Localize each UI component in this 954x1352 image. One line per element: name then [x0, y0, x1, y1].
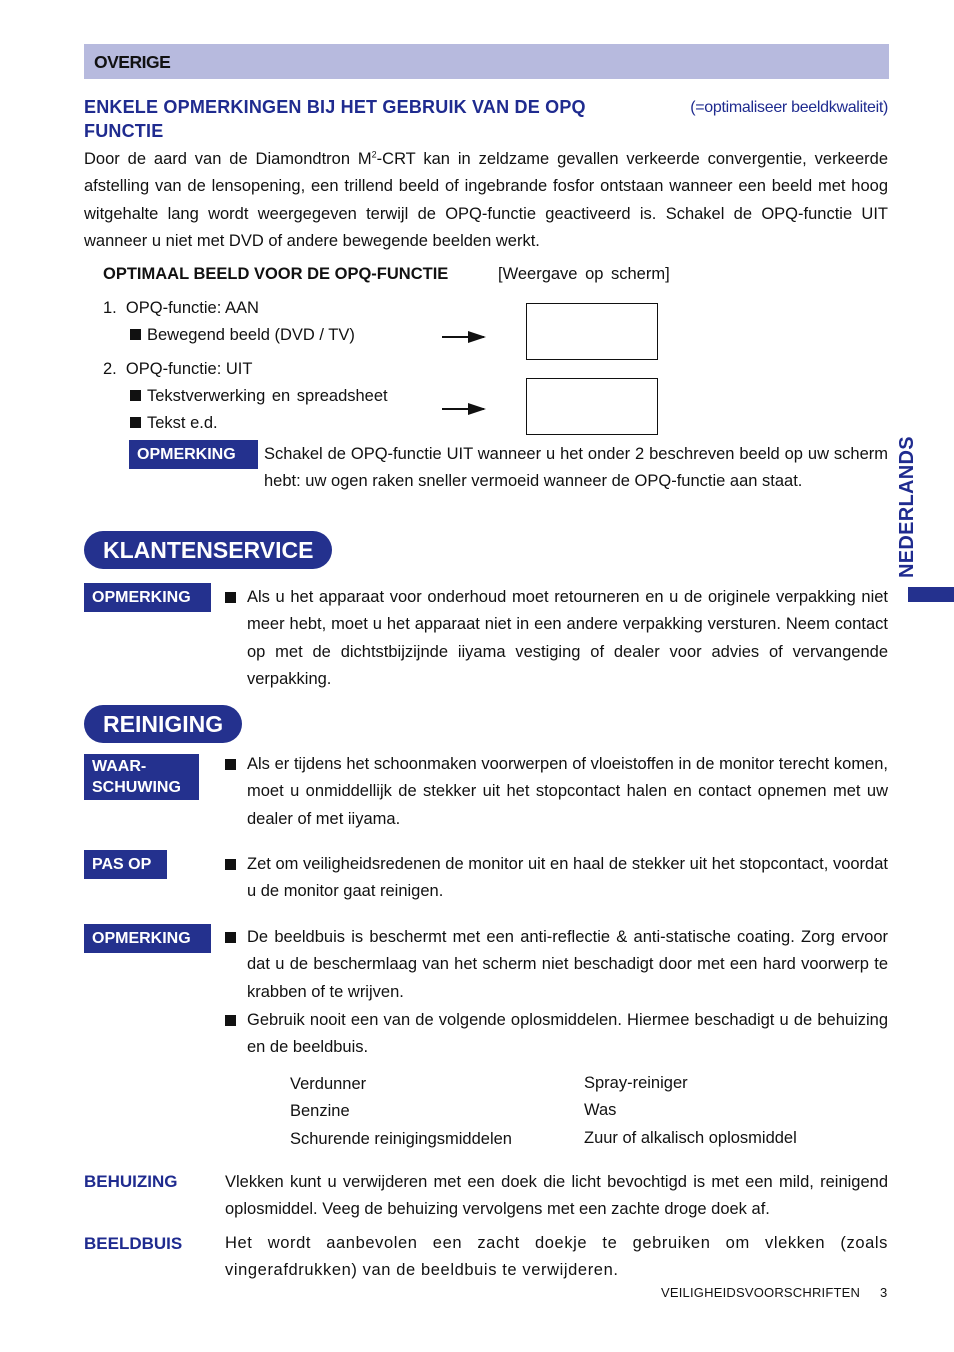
opq-table-heading: OPTIMAAL BEELD VOOR DE OPQ-FUNCTIE [103, 265, 449, 283]
display-heading: [Weergave op scherm] [498, 265, 670, 283]
caution-tag: PAS OP [84, 850, 167, 879]
page-number: 3 [880, 1285, 888, 1300]
section-header-bar [84, 44, 889, 79]
opq-item-1-sub [130, 326, 355, 345]
item-1-sub-text: Bewegend beeld (DVD / TV) [147, 326, 355, 344]
klantenservice-item [225, 584, 888, 693]
language-side-label: NEDERLANDS [896, 436, 918, 578]
reiniging-heading: REINIGING [84, 705, 242, 743]
behuizing-text: Vlekken kunt u verwijderen met een doek die licht bevochtigd is met een mild, reinigend oplosmiddel. Veeg de behuizing vervolgens met een zachte droge doek af. [225, 1173, 888, 1219]
solvents-left-column [290, 1071, 512, 1153]
opq-heading-note: (=optimaliseer beeldkwaliteit) [690, 99, 888, 116]
bullet-icon [225, 592, 236, 603]
klantenservice-text: Als u het apparaat voor onderhoud moet retourneren en u de originele verpakking niet meer hebt, moet u het apparaat niet in een andere verpakking versturen. Neem contact op met de dichtstbijzijnde iiyama vestiging of dealer voor advies of vervangende verpakking. [247, 588, 888, 688]
caution-text: Zet om veiligheidsredenen de monitor uit en haal de stekker uit het stopcontact, voordat u de monitor gaat reinigen. [247, 855, 888, 901]
warning-text: Als er tijdens het schoonmaken voorwerpen of vloeistoffen in de monitor terecht komen, moet u onmiddellijk de stekker uit het stopcontact halen en contact opnemen met uw dealer of met iiyama. [247, 755, 888, 828]
opq-item-2: 2. OPQ-functie: UIT [103, 360, 253, 378]
opq-heading-bold: ENKELE OPMERKINGEN BIJ HET GEBRUIK VAN DE OPQ [84, 97, 586, 117]
footer-section: VEILIGHEIDSVOORSCHRIFTEN [661, 1285, 861, 1300]
solvent-item: Verdunner [290, 1075, 367, 1093]
section-title: OVERIGE [94, 52, 171, 72]
reiniging-note-text-1: De beeldbuis is beschermt met een anti-reflectie & anti-statische coating. Zorg ervoor dat u de beschermlaag van het scherm niet beschadigt door met een hard voorwerp te krabben of te wrijven. [247, 928, 888, 1001]
opq-item-1: 1. OPQ-functie: AAN [103, 299, 259, 317]
item-2-sub-2-text: Tekst e.d. [147, 414, 218, 432]
reiniging-note-item-1 [225, 924, 888, 1006]
solvents-right-column [584, 1070, 797, 1152]
intro-text-b: -CRT kan in zeldzame gevallen verkeerde convergentie, verkeerde afstelling van de lensopening, een trillend beeld of ingebrande fosfor ontstaan wanneer een beeld met hoog witgehalte lang wordt weergegeven terwijl de OPQ-functie geactiveerd is. Schakel de OPQ-functie UIT wanneer u niet met DVD of andere bewegende beelden werkt. [84, 150, 889, 250]
opq-item-2-sub-2 [130, 414, 218, 433]
opq-heading-line2: FUNCTIE [84, 121, 164, 141]
opq-intro-paragraph [84, 146, 888, 255]
bullet-icon [225, 1015, 236, 1026]
solvent-item: Benzine [290, 1102, 350, 1121]
solvent-item: Spray-reiniger [584, 1074, 688, 1092]
solvent-item: Was [584, 1101, 617, 1120]
caution-item [225, 851, 888, 906]
solvent-item: Schurende reinigingsmiddelen [290, 1129, 512, 1148]
screen-preview-box-1 [526, 303, 658, 360]
language-side-tab [908, 587, 954, 602]
opq-item-2-sub-1 [130, 387, 388, 406]
opq-note-tag: OPMERKING [129, 440, 258, 469]
intro-text-a: Door de aard van de Diamondtron M [84, 150, 372, 168]
opq-heading [84, 97, 890, 118]
reiniging-note-tag: OPMERKING [84, 924, 211, 953]
beeldbuis-text: Het wordt aanbevolen een zacht doekje te gebruiken om vlekken (zoals vingerafdrukken) van de beeldbuis te verwijderen. [225, 1234, 888, 1280]
beeldbuis-label: BEELDBUIS [84, 1234, 183, 1253]
arrow-right-icon [442, 336, 484, 338]
warning-tag [84, 754, 199, 800]
reiniging-note-text-2: Gebruik nooit een van de volgende oplosmiddelen. Hiermee beschadigt u de behuizing en de beeldbuis. [247, 1011, 888, 1057]
bullet-icon [225, 932, 236, 943]
bullet-icon [225, 759, 236, 770]
item-2-sub-1-text: Tekstverwerking en spreadsheet [147, 387, 388, 405]
bullet-icon [130, 390, 141, 401]
screen-preview-box-2 [526, 378, 658, 435]
warning-item [225, 751, 888, 833]
bullet-icon [130, 417, 141, 428]
klantenservice-heading: KLANTENSERVICE [84, 531, 332, 569]
arrow-right-icon [442, 408, 484, 410]
klantenservice-note-tag: OPMERKING [84, 583, 211, 612]
warning-tag-line-1: WAAR- [92, 758, 147, 775]
behuizing-label: BEHUIZING [84, 1172, 178, 1191]
bullet-icon [225, 859, 236, 870]
warning-tag-line-2: SCHUWING [92, 779, 181, 796]
bullet-icon [130, 329, 141, 340]
solvent-item: Zuur of alkalisch oplosmiddel [584, 1128, 797, 1147]
reiniging-note-item-2 [225, 1007, 888, 1062]
intro-superscript: 2 [371, 149, 377, 160]
opq-note-text: Schakel de OPQ-functie UIT wanneer u het onder 2 beschreven beeld op uw scherm hebt: uw ogen raken sneller vermoeid wanneer de OPQ-functie aan staat. [264, 445, 888, 491]
